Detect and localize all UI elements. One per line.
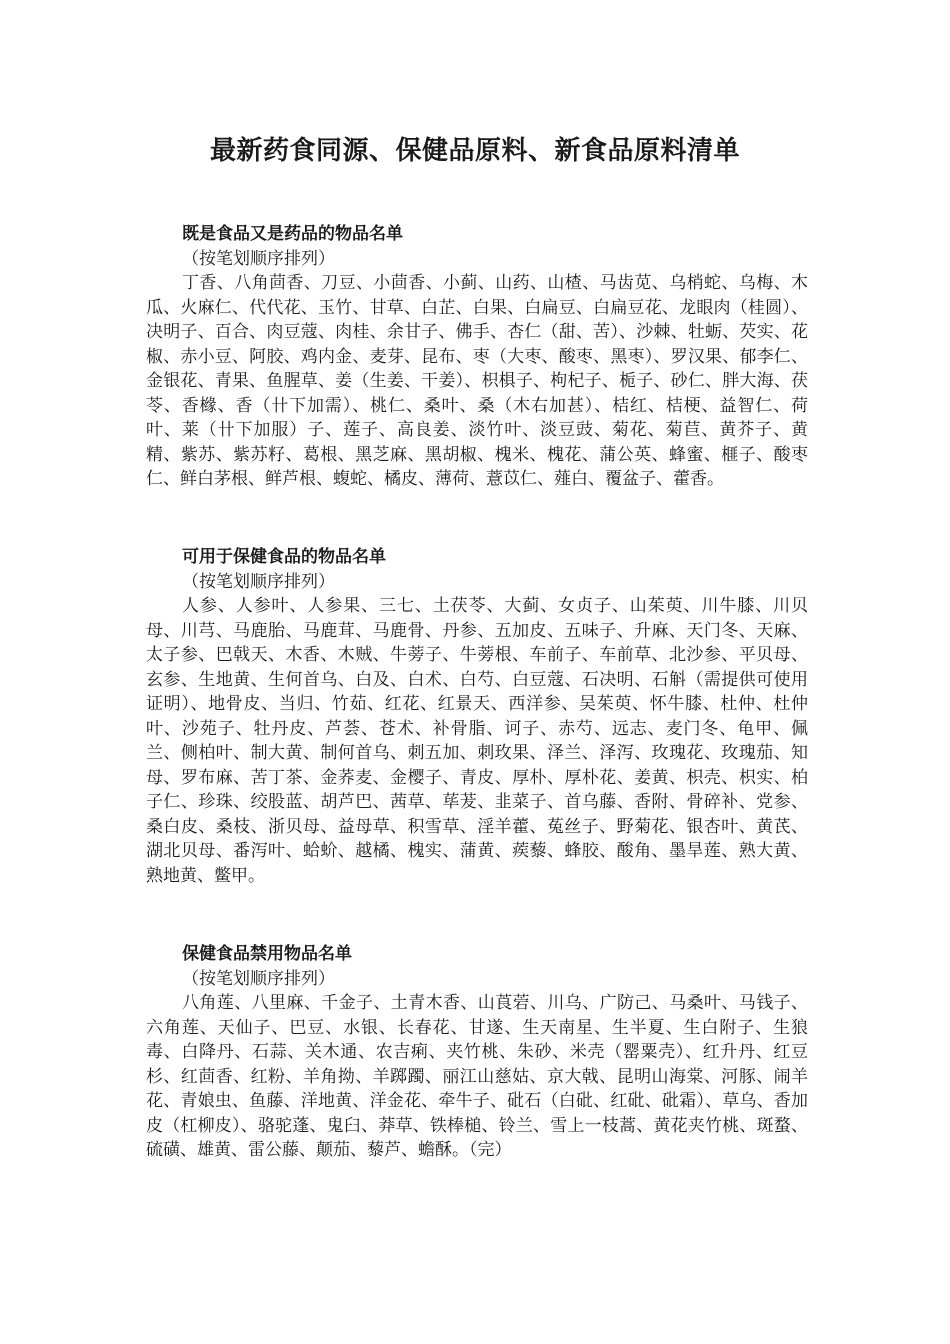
section-body: 八角莲、八里麻、千金子、土青木香、山莨菪、川乌、广防己、马桑叶、马钱子、六角莲、天仙子、巴豆、水银、长春花、甘遂、生天南星、生半夏、生白附子、生狼毒、白降丹、石蒜、关木通、农吉痢、夹竹桃、朱砂、米壳（罂粟壳）、红升丹、红豆杉、红茴香、红粉、羊角拗、羊踯躅、丽江山慈姑、京大戟、昆明山海棠、河豚、闹羊花、青娘虫、鱼藤、洋地黄、洋金花、牵牛子、砒石（白砒、红砒、砒霜）、草乌、香加皮（杠柳皮）、骆驼蓬、鬼臼、莽草、铁棒槌、铃兰、雪上一枝蒿、黄花夹竹桃、斑蝥、硫磺、雄黄、雷公藤、颠茄、藜芦、蟾酥。（完） xyxy=(146,993,808,1160)
section-health-food-allowed xyxy=(146,545,808,888)
section-note: （按笔划顺序排列） xyxy=(182,571,335,592)
section-heading: 可用于保健食品的物品名单 xyxy=(182,547,386,567)
section-body: 丁香、八角茴香、刀豆、小茴香、小蓟、山药、山楂、马齿苋、乌梢蛇、乌梅、木瓜、火麻仁、代代花、玉竹、甘草、白芷、白果、白扁豆、白扁豆花、龙眼肉（桂圆）、决明子、百合、肉豆蔻、肉桂、余甘子、佛手、杏仁（甜、苦）、沙棘、牡蛎、芡实、花椒、赤小豆、阿胶、鸡内金、麦芽、昆布、枣（大枣、酸枣、黑枣）、罗汉果、郁李仁、金银花、青果、鱼腥草、姜（生姜、干姜）、枳椇子、枸杞子、栀子、砂仁、胖大海、茯苓、香橼、香（卄下加需）、桃仁、桑叶、桑（木右加甚）、桔红、桔梗、益智仁、荷叶、莱（卄下加服）子、莲子、高良姜、淡竹叶、淡豆豉、菊花、菊苣、黄芥子、黄精、紫苏、紫苏籽、葛根、黑芝麻、黑胡椒、槐米、槐花、蒲公英、蜂蜜、榧子、酸枣仁、鲜白茅根、鲜芦根、蝮蛇、橘皮、薄荷、薏苡仁、薤白、覆盆子、藿香。 xyxy=(146,273,808,489)
section-note: （按笔划顺序排列） xyxy=(182,248,335,269)
section-food-and-medicine xyxy=(146,222,808,492)
page-title: 最新药食同源、保健品原料、新食品原料清单 xyxy=(209,136,740,166)
section-body: 人参、人参叶、人参果、三七、土茯苓、大蓟、女贞子、山茱萸、川牛膝、川贝母、川芎、马鹿胎、马鹿茸、马鹿骨、丹参、五加皮、五味子、升麻、天门冬、天麻、太子参、巴戟天、木香、木贼、牛蒡子、牛蒡根、车前子、车前草、北沙参、平贝母、玄参、生地黄、生何首乌、白及、白术、白芍、白豆蔻、石决明、石斛（需提供可使用证明）、地骨皮、当归、竹茹、红花、红景天、西洋参、吴茱萸、怀牛膝、杜仲、杜仲叶、沙苑子、牡丹皮、芦荟、苍术、补骨脂、诃子、赤芍、远志、麦门冬、龟甲、佩兰、侧柏叶、制大黄、制何首乌、刺五加、刺玫果、泽兰、泽泻、玫瑰花、玫瑰茄、知母、罗布麻、苦丁茶、金荞麦、金樱子、青皮、厚朴、厚朴花、姜黄、枳壳、枳实、柏子仁、珍珠、绞股蓝、胡芦巴、茜草、荜茇、韭菜子、首乌藤、香附、骨碎补、党参、桑白皮、桑枝、浙贝母、益母草、积雪草、淫羊藿、菟丝子、野菊花、银杏叶、黄芪、湖北贝母、番泻叶、蛤蚧、越橘、槐实、蒲黄、蒺藜、蜂胶、酸角、墨旱莲、熟大黄、熟地黄、鳖甲。 xyxy=(146,596,808,886)
section-heading: 保健食品禁用物品名单 xyxy=(182,944,352,964)
section-health-food-banned xyxy=(146,942,808,1163)
section-heading: 既是食品又是药品的物品名单 xyxy=(182,224,403,244)
section-note: （按笔划顺序排列） xyxy=(182,968,335,989)
